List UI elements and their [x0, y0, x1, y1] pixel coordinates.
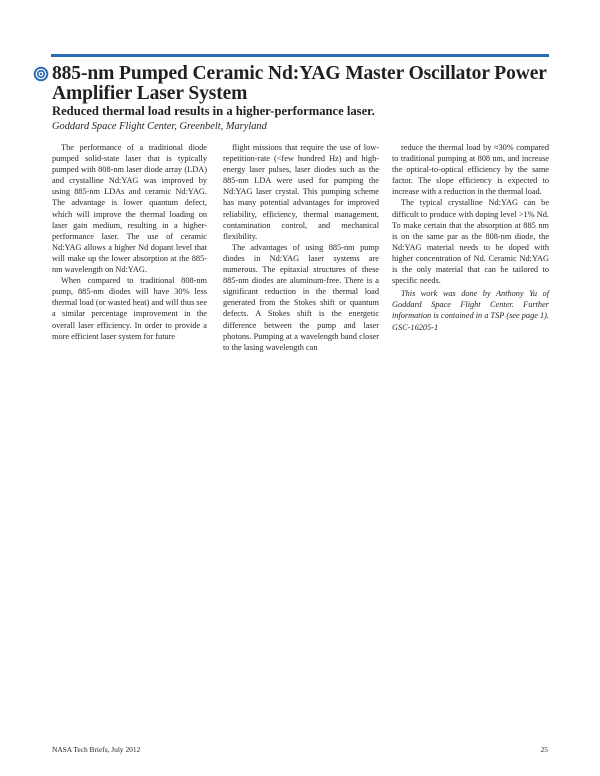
title-line-1: 885-nm Pumped Ceramic Nd:YAG Master Oscillator Power	[52, 63, 547, 84]
title-line-2: Amplifier Laser System	[52, 83, 248, 104]
body-column-2	[223, 142, 379, 353]
goddard-logo-icon	[33, 66, 49, 82]
credit-note: This work was done by Anthony Yu of Goddard Space Flight Center. Further information is contained in a TSP (see page 1). GSC-16205-1	[392, 289, 549, 332]
paragraph: When compared to traditional 808-nm pump, 885-nm diodes will have 30% less thermal load (or wasted heat) and will thus see a similar percentage improvement in the overall laser efficiency. In order to provide a more efficient laser system for future	[52, 276, 207, 341]
paragraph: The advantages of using 885-nm pump diodes in Nd:YAG laser systems are numerous. The epitaxial structures of these 885-nm diodes are aluminum-free. There is a significant reduction in the thermal load generated from the Stokes shift or quantum defects. A Stokes shift is the energetic difference between the pump and laser photons. Pumping at a wavelength band closer to the lasing wavelength can	[223, 242, 379, 352]
paragraph: The performance of a traditional diode pumped solid-state laser that is typically pumped with 808-nm laser diode array (LDA) and crystalline Nd:YAG was improved by using 885-nm LDAs and ceramic Nd:YAG. The advantage is lower quantum defect, which will improve the thermal loading on laser gain medium, resulting in a higher-performance laser. The use of ceramic Nd:YAG allows a higher Nd dopant level that will make up the lower absorption at the 885-nm wavelength on Nd:YAG.	[52, 143, 207, 275]
paragraph: reduce the thermal load by ≈30% compared to traditional pumping at 808 nm, and increase the optical-to-optical efficiency by the same factor. The slope efficiency is expected to increase with a reduction in the thermal load.	[392, 143, 549, 197]
article-title	[52, 64, 552, 104]
body-column-3	[392, 142, 549, 333]
article-subtitle: Reduced thermal load results in a higher-performance laser.	[52, 104, 375, 118]
footer-publication: NASA Tech Briefs, July 2012	[52, 745, 141, 754]
page-number: 25	[540, 745, 548, 754]
body-column-1	[52, 142, 207, 342]
paragraph: The typical crystalline Nd:YAG can be difficult to produce with doping level >1% Nd. To make certain that the absorption at 885 nm is on the same par as the 808-nm diode, the Nd:YAG material needs to be doped with higher concentration of Nd. Ceramic Nd:YAG is the only material that can be tailored to specific needs.	[392, 198, 549, 286]
affiliation: Goddard Space Flight Center, Greenbelt, Maryland	[52, 121, 267, 132]
header-accent-bar	[51, 54, 549, 57]
paragraph: flight missions that require the use of low-repetition-rate (<few hundred Hz) and high-energy laser pulses, laser diodes such as the 885-nm LDA were used for pumping the Nd:YAG laser crystal. This pumping scheme has many potential advantages for improved reliability, efficiency, thermal management, contamination control, and mechanical flexibility.	[223, 143, 379, 241]
